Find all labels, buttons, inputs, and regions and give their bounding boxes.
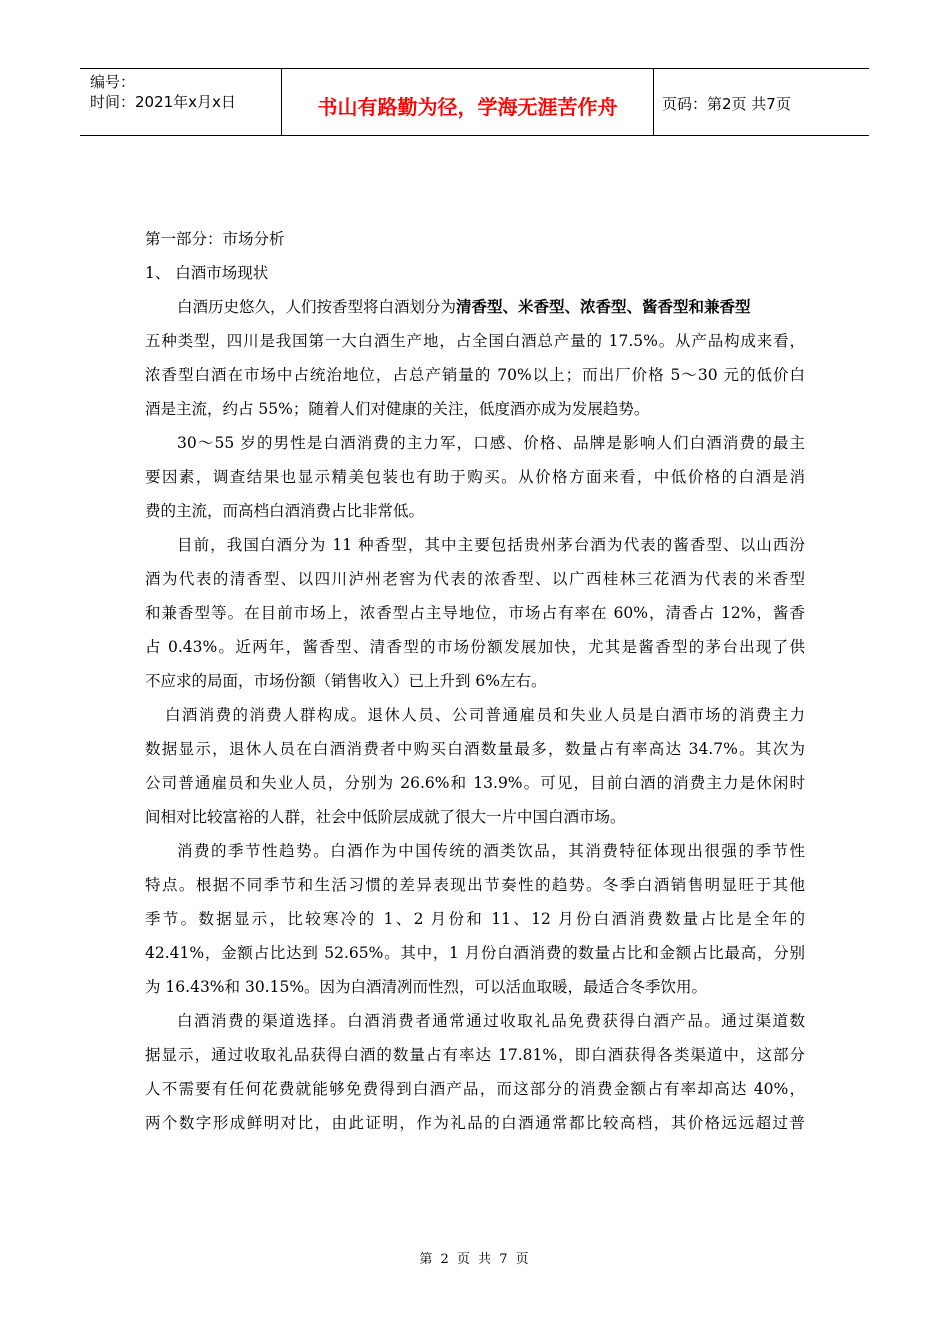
paragraph-line: 和兼香型等。在目前市场上，浓香型占主导地位，市场占有率在 60%，清香占 12%，酱香 xyxy=(145,604,805,622)
paragraph-line: 费的主流，而高档白酒消费占比非常低。 xyxy=(145,502,425,520)
header-motto: 书山有路勤为径，学海无涯苦作舟 xyxy=(282,69,654,135)
paragraph-line: 白酒消费的消费人群构成。退休人员、公司普通雇员和失业人员是白酒市场的消费主力 xyxy=(165,706,805,724)
paragraph-line xyxy=(145,290,805,324)
date-label: 时间：2021年x月x日 xyxy=(90,93,236,111)
paragraph-line: 浓香型白酒在市场中占统治地位，占总产销量的 70%以上；而出厂价格 5～30 元的低价白 xyxy=(145,366,805,384)
paragraph-line: 据显示，通过收取礼品获得白酒的数量占有率达 17.81%，即白酒获得各类渠道中，这部分 xyxy=(145,1046,805,1064)
paragraph-line: 特点。根据不同季节和生活习惯的差异表现出节奏性的趋势。冬季白酒销售明显旺于其他 xyxy=(145,876,805,894)
paragraph-line: 酒是主流，约占 55%；随着人们对健康的关注，低度酒亦成为发展趋势。 xyxy=(145,400,650,418)
bold-text-run: 清香型、米香型、浓香型、酱香型和兼香型 xyxy=(456,297,751,316)
paragraph-3 xyxy=(145,528,805,698)
paragraph-line: 人不需要有任何花费就能够免费得到白酒产品，而这部分的消费金额占有率却高达 40%， xyxy=(145,1080,805,1098)
paragraph-line: 消费的季节性趋势。白酒作为中国传统的酒类饮品，其消费特征体现出很强的季节性 xyxy=(177,842,805,860)
paragraph-line: 白酒消费的渠道选择。白酒消费者通常通过收取礼品免费获得白酒产品。通过渠道数 xyxy=(177,1012,805,1030)
paragraph-line: 五种类型，四川是我国第一大白酒生产地，占全国白酒总产量的 17.5%。从产品构成来看， xyxy=(145,332,805,350)
paragraph-line: 要因素，调查结果也显示精美包装也有助于购买。从价格方面来看，中低价格的白酒是消 xyxy=(145,468,805,486)
subsection-title: 1、 白酒市场现状 xyxy=(145,264,269,282)
document-body xyxy=(145,222,805,1140)
paragraph-1 xyxy=(145,290,805,426)
paragraph-line: 目前，我国白酒分为 11 种香型，其中主要包括贵州茅台酒为代表的酱香型、以山西汾 xyxy=(177,536,805,554)
paragraph-line: 不应求的局面，市场份额（销售收入）已上升到 6%左右。 xyxy=(145,672,547,690)
paragraph-line: 酒为代表的清香型、以四川泸州老窖为代表的浓香型、以广西桂林三花酒为代表的米香型 xyxy=(145,570,805,588)
paragraph-2 xyxy=(145,426,805,528)
paragraph-line: 30～55 岁的男性是白酒消费的主力军，口感、价格、品牌是影响人们白酒消费的最主 xyxy=(177,434,805,452)
paragraph-4 xyxy=(145,698,805,834)
number-label: 编号： xyxy=(90,73,136,91)
page-footer: 第 2 页 共 7 页 xyxy=(419,1252,531,1267)
paragraph-line: 两个数字形成鲜明对比，由此证明，作为礼品的白酒通常都比较高档，其价格远远超过普 xyxy=(145,1114,805,1132)
paragraph-line: 公司普通雇员和失业人员，分别为 26.6%和 13.9%。可见，目前白酒的消费主力是休闲时 xyxy=(145,774,805,792)
paragraph-line: 间相对比较富裕的人群，社会中低阶层成就了很大一片中国白酒市场。 xyxy=(145,808,626,826)
header-page-info: 页码：第2页 共7页 xyxy=(662,94,791,113)
paragraph-line: 数据显示，退休人员在白酒消费者中购买白酒数量最多，数量占有率高达 34.7%。其次为 xyxy=(145,740,805,758)
paragraph-5 xyxy=(145,834,805,1004)
paragraph-6 xyxy=(145,1004,805,1140)
paragraph-line: 为 16.43%和 30.15%。因为白酒清冽而性烈，可以活血取暖，最适合冬季饮用。 xyxy=(145,978,708,996)
paragraph-line: 占 0.43%。近两年，酱香型、清香型的市场份额发展加快，尤其是酱香型的茅台出现了供 xyxy=(145,638,805,656)
text-run: 白酒历史悠久，人们按香型将白酒划分为 xyxy=(177,298,457,316)
header-meta xyxy=(80,69,282,135)
section-title: 第一部分：市场分析 xyxy=(145,230,285,248)
paragraph-line: 季节。数据显示，比较寒冷的 1、2 月份和 11、12 月份白酒消费数量占比是全年的 xyxy=(145,910,805,928)
paragraph-line: 42.41%，金额占比达到 52.65%。其中，1 月份白酒消费的数量占比和金额占比最高，分别 xyxy=(145,944,805,962)
page-header xyxy=(80,68,869,136)
